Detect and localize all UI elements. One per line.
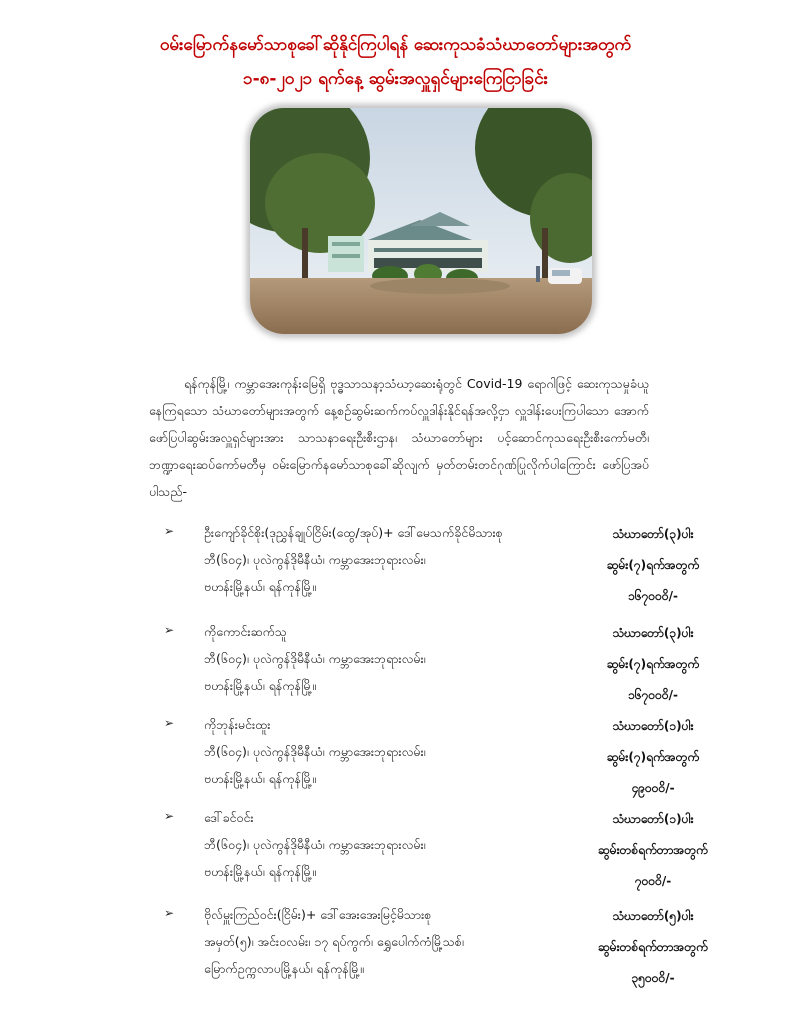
donor-address: ဗဟန်းမြို့နယ်၊ ရန်ကုန်မြို့။: [204, 678, 317, 693]
donation-days: ဆွမ်း(၇)ရက်အတွက်: [606, 558, 700, 572]
title-line-1: ဝမ်းမြောက်နမော်သာစုခေါ်ဆိုနိုင်ကြပါရန် ဆေးကုသခံသံဃာတော်များအတွက်: [159, 35, 632, 55]
donor-address: ဘီ(၆၀၄)၊ ပုလဲကွန်ဒိုမီနီယံ၊ ကမ္ဘာအေးဘုရားလမ်း၊: [204, 651, 426, 666]
donation-info: [562, 519, 744, 612]
donation-info: [562, 901, 744, 994]
donation-amount: ၃၅၀၀၀ိ/-: [631, 971, 675, 985]
donation-days: ဆွမ်း(၇)ရက်အတွက်: [606, 750, 700, 764]
arrow-bullet-icon: ➢: [164, 623, 175, 637]
donor-address: ဘီ(၆၀၄)၊ ပုလဲကွန်ဒိုမီနီယံ၊ ကမ္ဘာအေးဘုရားလမ်း၊: [204, 552, 426, 567]
donor-name: ကိုဘုန်းမင်းထူး: [204, 717, 271, 732]
intro-line-3: လှူဒါန်းပေးကြပါသော အောက်ဖော်ပြပါဆွမ်းအလှူရှင်များအား သာသနာရေးဦးစီးဌာန၊ သံဃာတော်များ: [149, 403, 649, 445]
donor-address: ဘီ(၆၀၄)၊ ပုလဲကွန်ဒိုမီနီယံ၊ ကမ္ဘာအေးဘုရားလမ်း၊: [204, 744, 426, 759]
donor-name: ဗိုလ်မှူးကြည်ဝင်း(ငြိမ်း)+ ဒေါ်အေးအေးမြင့်မိသားစု: [204, 907, 432, 922]
arrow-bullet-icon: ➢: [164, 524, 175, 538]
intro-paragraph: [149, 370, 649, 505]
donation-info: [562, 711, 744, 804]
arrow-bullet-icon: ➢: [164, 809, 175, 823]
arrow-bullet-icon: ➢: [164, 716, 175, 730]
donor-name: ဦးကျော်ခိုင်စိုး(ဒုညွှန်ချုပ်ငြိမ်း(ထွေ/အုပ်)+ ဒေါ်မေသက်ခိုင်မိသားစု: [204, 525, 503, 540]
donation-monks: သံဃာတော်(၅)ပါး: [612, 909, 694, 923]
donation-days: ဆွမ်းတစ်ရက်တာအတွက်: [598, 940, 708, 954]
donor-address: အမှတ်(၅)၊ အင်းဝလမ်း၊ ၁၇ ရပ်ကွက်၊ ရွှေပေါက်ကံမြို့သစ်၊: [204, 934, 464, 949]
donor-details: [204, 711, 584, 792]
intro-line-5: မှတ်တမ်းတင်ဂုဏ်ပြုလိုက်ပါကြောင်း ဖော်ပြအပ်ပါသည်-: [149, 457, 649, 499]
donation-amount: ၁၆၇၀၀၀ိ/-: [628, 688, 678, 702]
donor-details: [204, 901, 584, 982]
donation-info: [562, 804, 744, 897]
donor-address: ဗဟန်းမြို့နယ်၊ ရန်ကုန်မြို့။: [204, 579, 317, 594]
donation-days: ဆွမ်းတစ်ရက်တာအတွက်: [598, 843, 708, 857]
donation-amount: ၁၆၇၀၀၀ိ/-: [628, 589, 678, 603]
hospital-photo: [250, 108, 592, 334]
title-line-2: ၁-၈-၂၀၂၁ ရက်နေ့ ဆွမ်းအလှူရှင်များကြေငြာခြင်း: [243, 69, 548, 89]
donation-info: [562, 618, 744, 711]
donor-address: မြောက်ဥက္ကလာပမြို့နယ်၊ ရန်ကုန်မြို့။: [204, 961, 364, 976]
donor-address: ဗဟန်းမြို့နယ်၊ ရန်ကုန်မြို့။: [204, 771, 317, 786]
donor-details: [204, 519, 584, 600]
donation-monks: သံဃာတော်(၁)ပါး: [612, 719, 694, 733]
donation-monks: သံဃာတော်(၁)ပါး: [612, 812, 694, 826]
intro-line-2: ဆေးကုသမှုခံယူနေကြရသော သံဃာတော်များအတွက် နေ့စဉ်ဆွမ်းဆက်ကပ်လှူဒါန်းနိုင်ရန်အလို့ငှာ: [149, 376, 649, 418]
donor-details: [204, 618, 584, 699]
intro-line-1: ရန်ကုန်မြို့၊ ကမ္ဘာအေးကုန်းမြေရှိ ဗုဒ္ဓသာသနာ့သံဃာ့ဆေးရုံတွင် Covid-19 ရောဂါဖြင့်: [184, 376, 572, 391]
intro-line-4: ပင့်ဆောင်ကုသရေးဦးစီးကော်မတီ၊ ဘဏ္ဍာရေးဆပ်ကော်မတီမှ ဝမ်းမြောက်နမော်သာစုခေါ်ဆိုလျက်: [149, 430, 649, 472]
donor-name: ဒေါ်ခင်ဝင်း: [204, 810, 254, 825]
donation-days: ဆွမ်း(၇)ရက်အတွက်: [606, 657, 700, 671]
donation-monks: သံဃာတော်(၃)ပါး: [612, 527, 694, 541]
donor-address: ဘီ(၆၀၄)၊ ပုလဲကွန်ဒိုမီနီယံ၊ ကမ္ဘာအေးဘုရားလမ်း၊: [204, 837, 426, 852]
donation-amount: ၄၉၀၀၀ိ/-: [631, 781, 675, 795]
arrow-bullet-icon: ➢: [164, 906, 175, 920]
intro-text: [149, 370, 649, 505]
donation-monks: သံဃာတော်(၃)ပါး: [612, 626, 694, 640]
donation-amount: ၇၀၀၀ိ/-: [634, 874, 672, 888]
donor-name: ကိုကောင်းဆက်သူ: [204, 624, 287, 639]
donor-details: [204, 804, 584, 885]
donor-address: ဗဟန်းမြို့နယ်၊ ရန်ကုန်မြို့။: [204, 864, 317, 879]
